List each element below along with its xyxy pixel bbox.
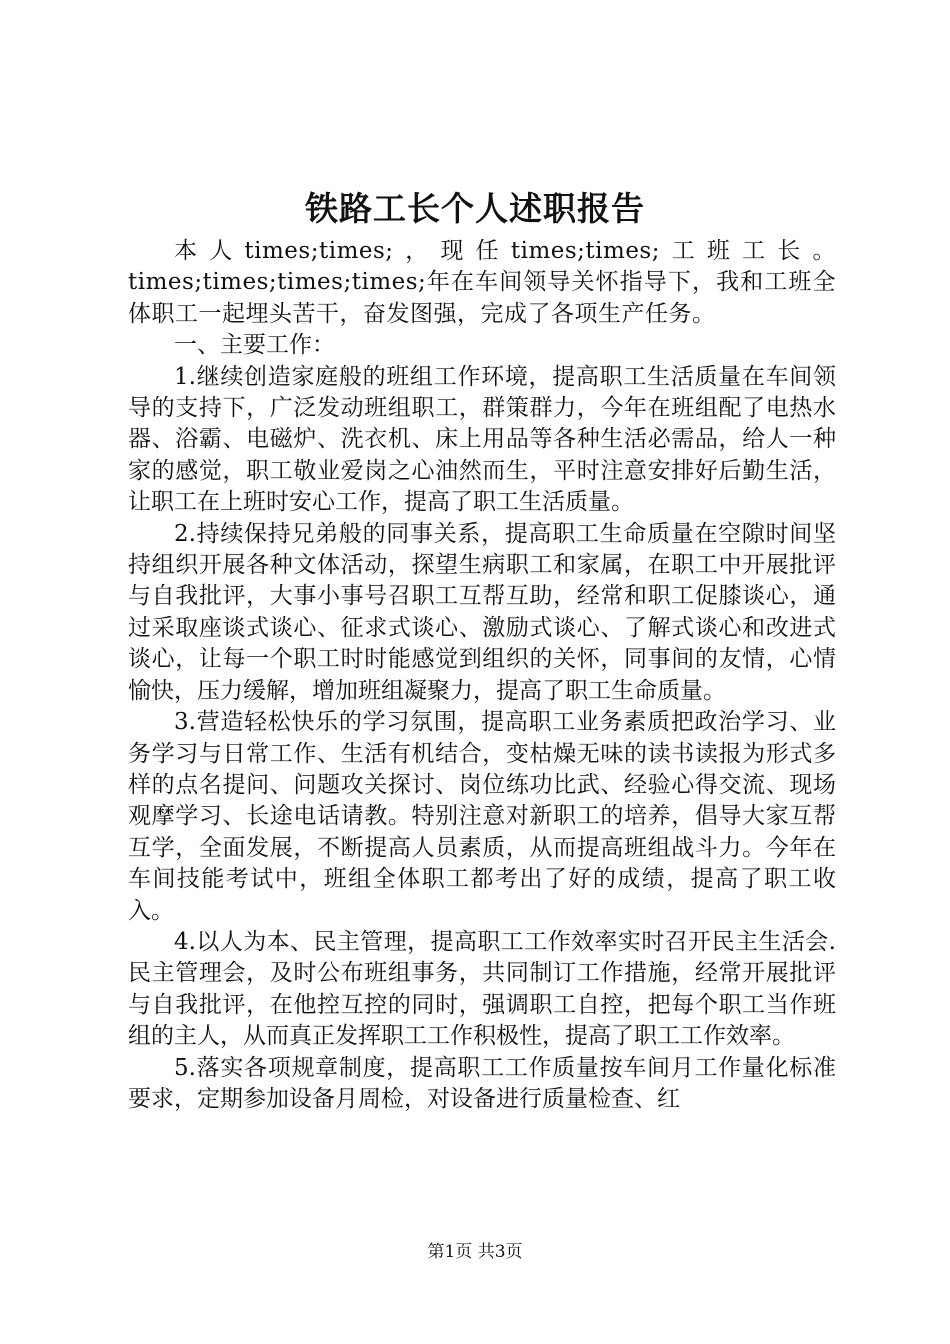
paragraph-intro: 本人times;times;，现任times;times;工班工长。times;times;times;times;年在车间领导关怀指导下，我和工班全体职工一起埋头苦干，奋发图强，完成了各项生产任务。 — [128, 238, 836, 327]
paragraph-item-4: 4.以人为本、民主管理，提高职工工作效率实时召开民主生活会.民主管理会，及时公布班组事务，共同制订工作措施，经常开展批评与自我批评，在他控互控的同时，强调职工自控，把每个职工当作班组的主人，从而真正发挥职工工作积极性，提高了职工工作效率。 — [128, 928, 836, 1050]
section-heading-main-work: 一、主要工作： — [174, 332, 335, 359]
document-title: 铁路工长个人述职报告 — [305, 189, 645, 228]
paragraph-item-1: 1.继续创造家庭般的班组工作环境，提高职工生活质量在车间领导的支持下，广泛发动班组职工，群策群力，今年在班组配了电热水器、浴霸、电磁炉、洗衣机、床上用品等各种生活必需品，给人一种家的感觉，职工敬业爱岗之心油然而生，平时注意安排好后勤生活，让职工在上班时安心工作，提高了职工生活质量。 — [128, 363, 836, 516]
paragraph-item-2: 2.持续保持兄弟般的同事关系，提高职工生命质量在空隙时间坚持组织开展各种文体活动，探望生病职工和家属，在职工中开展批评与自我批评，大事小事号召职工互帮互助，经常和职工促膝谈心，通过采取座谈式谈心、征求式谈心、激励式谈心、了解式谈心和改进式谈心，让每一个职工时时能感觉到组织的关怀，同事间的友情，心情愉快，压力缓解，增加班组凝聚力，提高了职工生命质量。 — [128, 520, 836, 704]
page-number-footer: 第1页 共3页 — [427, 1242, 523, 1262]
paragraph-item-5: 5.落实各项规章制度，提高职工工作质量按车间月工作量化标准要求，定期参加设备月周检，对设备进行质量检查、红 — [128, 1054, 836, 1112]
paragraph-item-3: 3.营造轻松快乐的学习氛围，提高职工业务素质把政治学习、业务学习与日常工作、生活有机结合，变枯燥无味的读书读报为形式多样的点名提问、问题攻关探讨、岗位练功比武、经验心得交流、现场观摩学习、长途电话请教。特别注意对新职工的培养，倡导大家互帮互学，全面发展，不断提高人员素质，从而提高班组战斗力。今年在车间技能考试中，班组全体职工都考出了好的成绩，提高了职工收入。 — [128, 709, 836, 924]
document-body — [128, 236, 836, 1115]
